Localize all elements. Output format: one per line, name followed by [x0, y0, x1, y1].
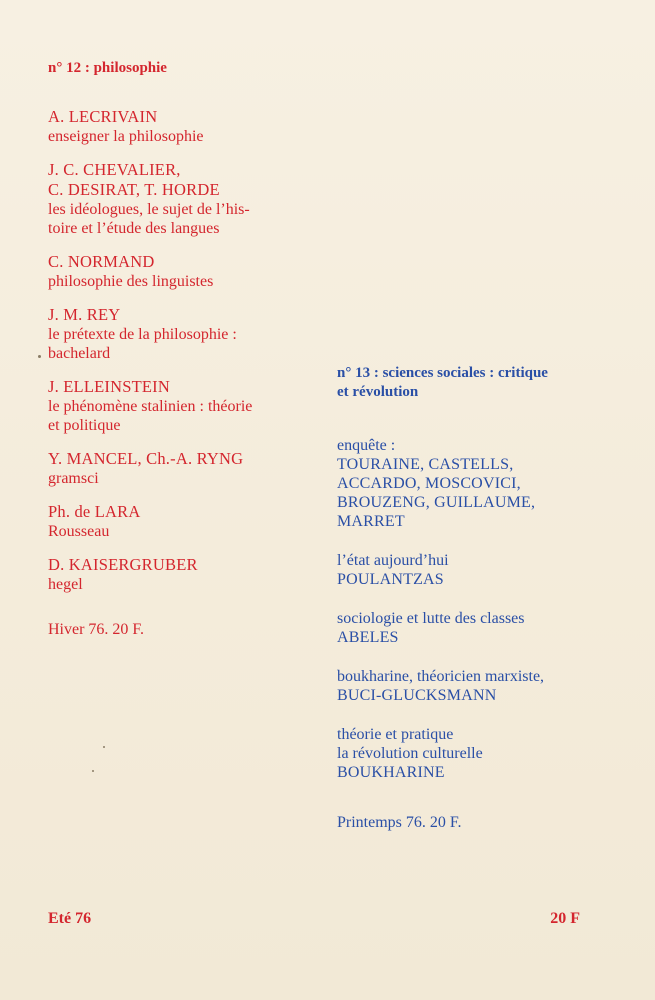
author-name: POULANTZAS [337, 571, 444, 588]
author-name: Y. MANCEL, Ch.-A. RYNG [48, 449, 244, 468]
footer-season: Eté 76 [48, 910, 92, 927]
paper-speck [92, 770, 94, 772]
issue-12-entry [48, 502, 318, 541]
author-name: D. KAISERGRUBER [48, 555, 198, 574]
issue-13-title-line: n° 13 : sciences sociales : critique [337, 365, 548, 381]
paper-speck [38, 355, 41, 358]
issue-12-entry [48, 107, 318, 146]
author-name: MARRET [337, 513, 405, 530]
issue-12-entry [48, 377, 318, 435]
issue-12-entry [48, 252, 318, 291]
article-title: enseigner la philosophie [48, 128, 204, 145]
article-title: le prétexte de la philosophie : [48, 326, 237, 343]
author-name: BUCI-GLUCKSMANN [337, 687, 497, 704]
paper-speck [103, 746, 105, 748]
author-name: ACCARDO, MOSCOVICI, [337, 475, 521, 492]
issue-13-title [337, 364, 627, 402]
issue-12-entry [48, 555, 318, 594]
article-title: la révolution culturelle [337, 745, 483, 762]
author-name: TOURAINE, CASTELLS, [337, 456, 514, 473]
issue-12-entry [48, 449, 318, 488]
article-title: le phénomène stalinien : théorie [48, 398, 253, 415]
article-title: enquête : [337, 437, 396, 454]
article-title: théorie et pratique [337, 726, 454, 743]
article-title: et politique [48, 417, 121, 434]
article-title: sociologie et lutte des classes [337, 610, 525, 627]
article-title: les idéologues, le sujet de l’his- [48, 201, 250, 218]
author-name: J. C. CHEVALIER, [48, 160, 181, 179]
issue-12-price: Hiver 76. 20 F. [48, 621, 145, 638]
author-name: A. LECRIVAIN [48, 107, 158, 126]
article-title: bachelard [48, 345, 111, 362]
article-title: boukharine, théoricien marxiste, [337, 668, 545, 685]
issue-12-entry [48, 160, 318, 238]
author-name: J. ELLEINSTEIN [48, 377, 170, 396]
issue-13-entry [337, 667, 627, 705]
issue-13-contents [337, 436, 627, 802]
author-name: C. DESIRAT, T. HORDE [48, 180, 220, 199]
article-title: gramsci [48, 470, 99, 487]
issue-13-price: Printemps 76. 20 F. [337, 814, 462, 831]
article-title: Rousseau [48, 523, 110, 540]
author-name: C. NORMAND [48, 252, 155, 271]
author-name: ABELES [337, 629, 399, 646]
author-name: Ph. de LARA [48, 502, 141, 521]
issue-13-entry [337, 551, 627, 589]
article-title: hegel [48, 576, 83, 593]
issue-13-entry [337, 725, 627, 782]
footer-price: 20 F [550, 910, 580, 927]
issue-13-entry [337, 609, 627, 647]
author-name: BROUZENG, GUILLAUME, [337, 494, 536, 511]
issue-13-title-line: et révolution [337, 384, 419, 400]
issue-12-title: n° 12 : philosophie [48, 60, 167, 76]
issue-13-entry [337, 436, 627, 531]
author-name: J. M. REY [48, 305, 121, 324]
author-name: BOUKHARINE [337, 764, 445, 781]
article-title: toire et l’étude des langues [48, 220, 220, 237]
article-title: philosophie des linguistes [48, 273, 214, 290]
article-title: l’état aujourd’hui [337, 552, 449, 569]
issue-12-entry [48, 305, 318, 363]
issue-12-contents [48, 107, 318, 608]
